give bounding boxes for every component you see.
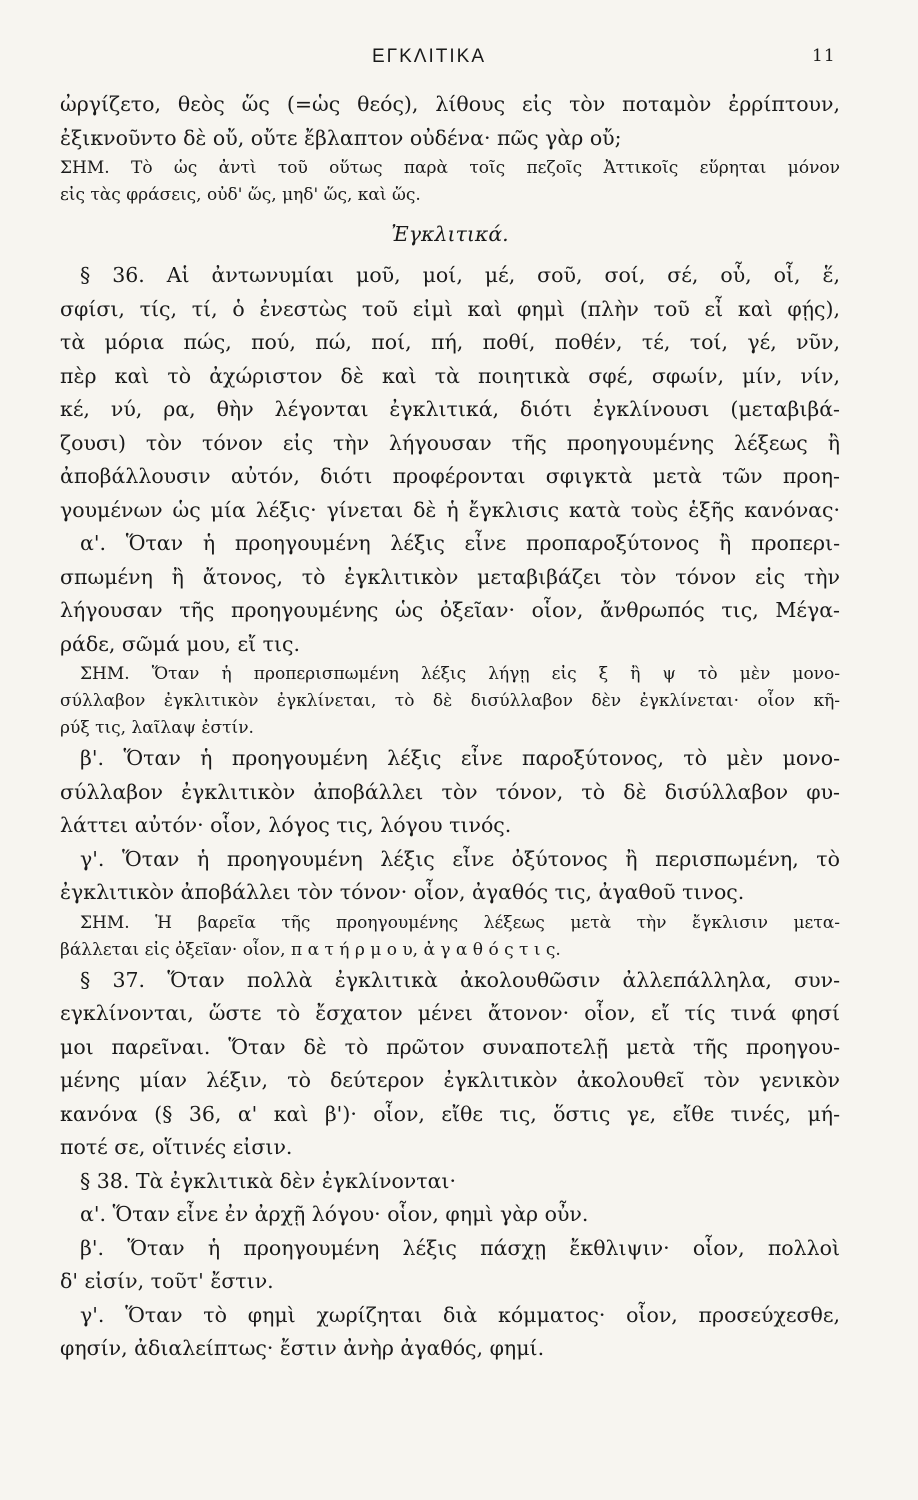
text-line: γουμένων ὡς μία λέξις· γίνεται δὲ ἡ ἔγκλισις κατὰ τοὺς ἑξῆς κανόνας·: [60, 497, 840, 522]
text-line: ΣΗΜ. Ἡ βαρεῖα τῆς προηγουμένης λέξεως μετὰ τὴν ἔγκλισιν μετα-: [80, 912, 840, 933]
text-line: πὲρ καὶ τὸ ἀχώριστον δὲ καὶ τὰ ποιητικὰ σφέ, σφωίν, μίν, νίν,: [60, 363, 840, 388]
text-line: γ'. Ὅταν ἡ προηγουμένη λέξις εἶνε ὀξύτονος ἢ περισπωμένη, τὸ: [80, 846, 840, 871]
text-line: εἰς τὰς φράσεις, οὐδ' ὥς, μηδ' ὥς, καὶ ὥς.: [60, 185, 421, 205]
text-line: ἐξικνοῦντο δὲ οὔ, οὔτε ἔβλαπτον οὐδένα· πῶς γὰρ οὔ;: [60, 125, 622, 150]
text-line: Ἐγκλιτικά.: [391, 222, 509, 246]
page-header: [0, 46, 918, 76]
text-line: ἐγκλιτικὸν ἀποβάλλει τὸν τόνον· οἷον, ἀγαθός τις, ἀγαθοῦ τινος.: [60, 880, 745, 904]
text-line: μοι παρεῖναι. Ὅταν δὲ τὸ πρῶτον συναποτελῇ μετὰ τῆς προηγου-: [60, 1034, 840, 1059]
text-line: ἀποβάλλουσιν αὐτόν, διότι προφέρονται σφιγκτὰ μετὰ τῶν προη-: [60, 464, 840, 488]
text-line: σφίσι, τίς, τί, ὁ ἐνεστὼς τοῦ εἰμὶ καὶ φημὶ (πλὴν τοῦ εἶ καὶ φῄς),: [60, 296, 840, 321]
text-line: δ' εἰσίν, τοῦτ' ἔστιν.: [60, 1269, 274, 1293]
text-line: β'. Ὅταν ἡ προηγουμένη λέξις πάσχῃ ἔκθλιψιν· οἷον, πολλοὶ: [80, 1235, 840, 1260]
text-line: α'. Ὅταν εἶνε ἐν ἀρχῇ λόγου· οἷον, φημὶ γὰρ οὖν.: [80, 1202, 589, 1226]
text-line: γ'. Ὅταν τὸ φημὶ χωρίζηται διὰ κόμματος· οἷον, προσεύχεσθε,: [80, 1302, 840, 1327]
text-line: § 37. Ὅταν πολλὰ ἐγκλιτικὰ ἀκολουθῶσιν ἀλλεπάλληλα, συν-: [80, 967, 840, 992]
text-line: ποτέ σε, οἵτινές εἰσιν.: [60, 1135, 293, 1159]
text-line: σύλλαβον ἐγκλιτικὸν ἀποβάλλει τὸν τόνον, τὸ δὲ δισύλλαβον φυ-: [60, 779, 840, 804]
text-line: ὠργίζετο, θεὸς ὥς (=ὡς θεός), λίθους εἰς τὸν ποταμὸν ἐρρίπτουν,: [60, 92, 840, 116]
text-line: σπωμένη ἢ ἄτονος, τὸ ἐγκλιτικὸν μεταβιβάζει τὸν τόνον εἰς τὴν: [60, 564, 840, 589]
text-line: φησίν, ἀδιαλείπτως· ἔστιν ἀνὴρ ἀγαθός, φημί.: [60, 1336, 545, 1360]
text-line: κανόνα (§ 36, α' καὶ β')· οἷον, εἴθε τις, ὅστις γε, εἴθε τινές, μή-: [60, 1101, 840, 1126]
text-line: ΣΗΜ. Ὅταν ἡ προπερισπωμένη λέξις λήγῃ εἰς ξ ἢ ψ τὸ μὲν μονο-: [80, 664, 840, 684]
text-line: λάττει αὐτόν· οἷον, λόγος τις, λόγου τινός.: [60, 813, 512, 837]
text-line: § 38. Τὰ ἐγκλιτικὰ δὲν ἐγκλίνονται·: [80, 1168, 456, 1193]
text-line: βάλλεται εἰς ὀξεῖαν· οἷον, π α τ ή ρ μ ο υ, ἀ γ α θ ό ς τ ι ς.: [60, 939, 561, 960]
text-line: σύλλαβον ἐγκλιτικὸν ἐγκλίνεται, τὸ δὲ δισύλλαβον δὲν ἐγκλίνεται· οἷον κῆ-: [60, 691, 840, 711]
text-line: κέ, νύ, ρα, θὴν λέγονται ἐγκλιτικά, διότι ἐγκλίνουσι (μεταβιβά-: [60, 397, 840, 421]
text-line: α'. Ὅταν ἡ προηγουμένη λέξις εἶνε προπαροξύτονος ἢ προπερι-: [80, 531, 840, 555]
text-line: μένης μίαν λέξιν, τὸ δεύτερον ἐγκλιτικὸν ἀκολουθεῖ τὸν γενικὸν: [60, 1068, 840, 1092]
text-line: ρύξ τις, λαῖλαψ ἐστίν.: [60, 718, 254, 738]
text-line: λήγουσαν τῆς προηγουμένης ὡς ὀξεῖαν· οἷον, ἄνθρωπός τις, Μέγα-: [60, 598, 840, 622]
text-line: ΣΗΜ. Τὸ ὡς ἀντὶ τοῦ οὕτως παρὰ τοῖς πεζοῖς Ἀττικοῖς εὕρηται μόνον: [60, 158, 840, 178]
running-title: ΕΓΚΛΙΤΙΚΑ: [372, 46, 487, 67]
text-line: ζουσι) τὸν τόνον εἰς τὴν λήγουσαν τῆς προηγουμένης λέξεως ἢ: [60, 430, 840, 455]
text-line: ράδε, σῶμά μου, εἴ τις.: [60, 631, 300, 656]
text-line: β'. Ὅταν ἡ προηγουμένη λέξις εἶνε παροξύτονος, τὸ μὲν μονο-: [80, 746, 840, 770]
body-text: [60, 88, 840, 1366]
page-number: 11: [812, 46, 836, 66]
text-line: εγκλίνονται, ὥστε τὸ ἔσχατον μένει ἄτονον· οἷον, εἴ τίς τινά φησί: [60, 1001, 840, 1025]
text-line: τὰ μόρια πώς, πού, πώ, ποί, πή, ποθί, ποθέν, τέ, τοί, γέ, νῦν,: [60, 330, 840, 354]
text-line: § 36. Αἱ ἀντωνυμίαι μοῦ, μοί, μέ, σοῦ, σοί, σέ, οὗ, οἷ, ἕ,: [80, 263, 840, 287]
